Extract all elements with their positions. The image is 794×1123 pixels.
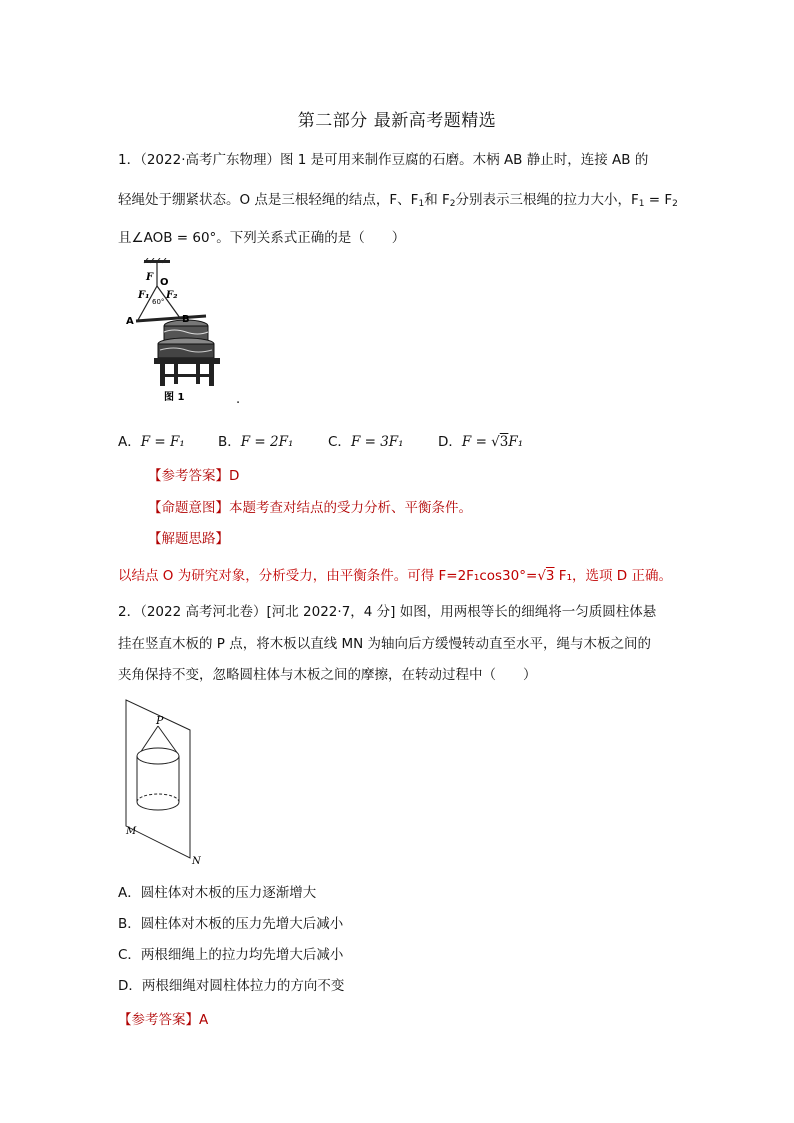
- fig1-label-F1: F₁: [138, 290, 150, 301]
- q1-line3: 且∠AOB = 60°。下列关系式正确的是（ ）: [118, 230, 406, 246]
- fig2-label-N: N: [192, 856, 201, 867]
- q2-line3: 夹角保持不变，忽略圆柱体与木板之间的摩擦，在转动过程中（ ）: [118, 667, 537, 683]
- fig1-label-B: B: [182, 314, 190, 325]
- q1-answer: 【参考答案】D: [148, 468, 240, 484]
- page-title: 第二部分 最新高考题精选: [297, 111, 497, 131]
- fig1-label-F2: F₂: [166, 290, 178, 301]
- fig2-label-M: M: [126, 826, 137, 837]
- q2-option-a[interactable]: A．圆柱体对木板的压力逐渐增大: [118, 885, 317, 901]
- fig2-label-P: P: [156, 714, 164, 727]
- q2-option-d[interactable]: D．两根细绳对圆柱体拉力的方向不变: [118, 978, 345, 994]
- q1-idea-label: 【解题思路】: [148, 531, 229, 547]
- fig1-label-F: F: [146, 272, 154, 283]
- q1-option-a[interactable]: A．F = F₁: [118, 434, 185, 450]
- fig1-label-A: A: [126, 316, 134, 327]
- q2-option-c[interactable]: C．两根细绳上的拉力均先增大后减小: [118, 947, 344, 963]
- q1-option-c[interactable]: C．F = 3F₁: [328, 434, 404, 450]
- q2-answer: 【参考答案】A: [118, 1012, 209, 1028]
- q1-intent: 【命题意图】本题考查对结点的受力分析、平衡条件。: [148, 500, 472, 516]
- fig1-period: .: [236, 392, 241, 407]
- fig1-caption: 图 1: [164, 392, 185, 403]
- q2-line2: 挂在竖直木板的 P 点，将木板以直线 MN 为轴向后方缓慢转动直至水平，绳与木板之间的: [118, 636, 652, 652]
- q2-option-b[interactable]: B．圆柱体对木板的压力先增大后减小: [118, 916, 344, 932]
- q1-line2: 轻绳处于绷紧状态。O 点是三根轻绳的结点，F、$F_1$和 $F_2$分别表示三根绳的拉力大小，$F_1 = F_2$: [118, 192, 678, 209]
- q2-figure-board-cylinder: [116, 696, 216, 868]
- fig1-label-O: O: [160, 277, 169, 288]
- q1-line1: 1．（2022·高考广东物理）图 1 是可用来制作豆腐的石磨。木柄 AB 静止时，连接 AB 的: [118, 152, 649, 168]
- q1-solution: 以结点 O 为研究对象，分析受力，由平衡条件。可得 F=2F₁cos30°=√3 F₁，选项 D 正确。: [118, 568, 672, 584]
- q1-figure-stone-mill: [124, 258, 254, 408]
- q1-option-d[interactable]: D．F = √3F₁: [438, 434, 524, 450]
- q1-option-b[interactable]: B．F = 2F₁: [218, 434, 294, 450]
- q2-line1: 2．（2022 高考河北卷）[河北 2022·7，4 分] 如图，用两根等长的细绳将一匀质圆柱体悬: [118, 604, 657, 620]
- fig1-label-angle: 60°: [152, 298, 165, 306]
